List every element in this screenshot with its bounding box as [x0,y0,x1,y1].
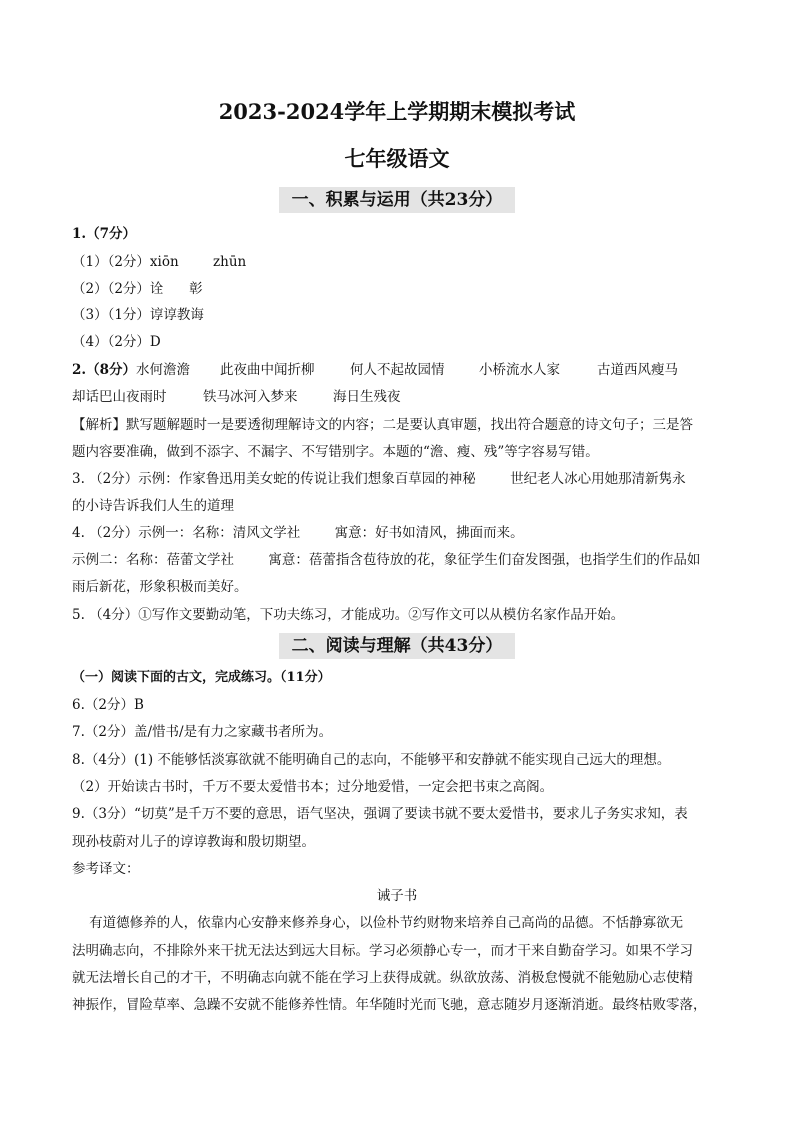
q2-answer: 铁马冰河入梦来 [203,389,298,405]
q4-line1: 4. （2分）示例一：名称：清风文学社 寓意：好书如清风，拂面而来。 [72,525,524,541]
q9-line1: 9.（3分）“切莫”是千万不要的意思，语气坚决，强调了要读书就不要太爱惜书，要求儿子务实求知，表 [72,806,688,822]
q9-line2: 现孙枝蔚对儿子的谆谆教诲和殷切期望。 [72,834,315,850]
q2-answer: 却话巴山夜雨时 [72,389,167,405]
translation-title: 诫子书 [376,888,418,904]
q4-line2: 示例二：名称：蓓蕾文学社 寓意：蓓蕾指含苞待放的花，象征学生们奋发图强，也指学生们的作品如 [72,552,701,568]
q1-sub4: （4）（2分）D [72,334,161,350]
q7-answer: 7.（2分）盖/惜书/是有力之家藏书者所为。 [72,724,333,740]
q8-line2: （2）开始读古书时，千万不要太爱惜书本；过分地爱惜，一定会把书束之高阁。 [72,779,554,795]
translation-line: 法明确志向，不排除外来干扰无法达到远大目标。学习必须静心专一，而才干来自勤奋学习。如果不学习 [72,943,693,959]
q1-sub1: （1）（2分）xiōn zhūn [72,254,247,270]
translation-line: 神振作，冒险草率、急躁不安就不能修养性情。年华随时光而飞驰，意志随岁月逐渐消逝。最终枯败零落， [72,997,707,1013]
translation-label: 参考译文： [72,861,140,877]
q2-answer: 古道西风瘦马 [597,362,678,378]
q5-line1: 5. （4分）①写作文要勤动笔，下功夫练习，才能成功。②写作文可以从模仿名家作品开始。 [72,607,625,623]
q2-label: 2.（8分） [72,362,136,378]
q1-sub2: （2）（2分）诠 彰 [72,281,203,297]
q2-answer: 小桥流水人家 [479,362,560,378]
q2-answers-line1 [72,361,722,379]
q6-answer: 6.（2分）B [72,697,144,713]
q2-answer: 此夜曲中闻折柳 [220,362,315,378]
q2-analysis-line1: 【解析】默写题解题时一是要透彻理解诗文的内容；二是要认真审题，找出符合题意的诗文句子；三是答 [72,417,693,433]
section-heading-2: 二、阅读与理解（共43分） [279,633,515,659]
q2-answers-line2 [72,388,722,406]
q2-answer: 海日生残夜 [333,389,401,405]
q2-analysis-line2: 题内容要准确，做到不添字、不漏字、不写错别字。本题的“澹、瘦、残”等字容易写错。 [72,444,599,460]
q1-label: 1.（7分） [72,226,136,242]
page-title: 2023-2024学年上学期期末模拟考试 [218,99,576,124]
section-heading-1: 一、积累与运用（共23分） [279,187,515,213]
page-subtitle: 七年级语文 [344,146,450,171]
q2-answer: 水何澹澹 [136,362,190,378]
q3-line2: 的小诗告诉我们人生的道理 [72,498,234,514]
q4-line3: 雨后新花，形象积极而美好。 [72,579,248,595]
q3-line1: 3. （2分）示例：作家鲁迅用美女蛇的传说让我们想象百草园的神秘 世纪老人冰心用她那清新隽永 [72,471,686,487]
q2-answer: 何人不起故园情 [350,362,445,378]
translation-line: 就无法增长自己的才干，不明确志向就不能在学习上获得成就。纵欲放荡、消极怠慢就不能勉励心志使精 [72,970,693,986]
q1-sub3: （3）（1分）谆谆教诲 [72,307,204,323]
translation-line: 有道德修养的人，依靠内心安静来修养身心，以俭朴节约财物来培养自己高尚的品德。不恬静寡欲无 [72,915,684,931]
part1-instruction: （一）阅读下面的古文，完成练习。（11分） [72,670,331,685]
q8-line1: 8.（4分）(1) 不能够恬淡寡欲就不能明确自己的志向，不能够平和安静就不能实现自己远大的理想。 [72,752,671,768]
